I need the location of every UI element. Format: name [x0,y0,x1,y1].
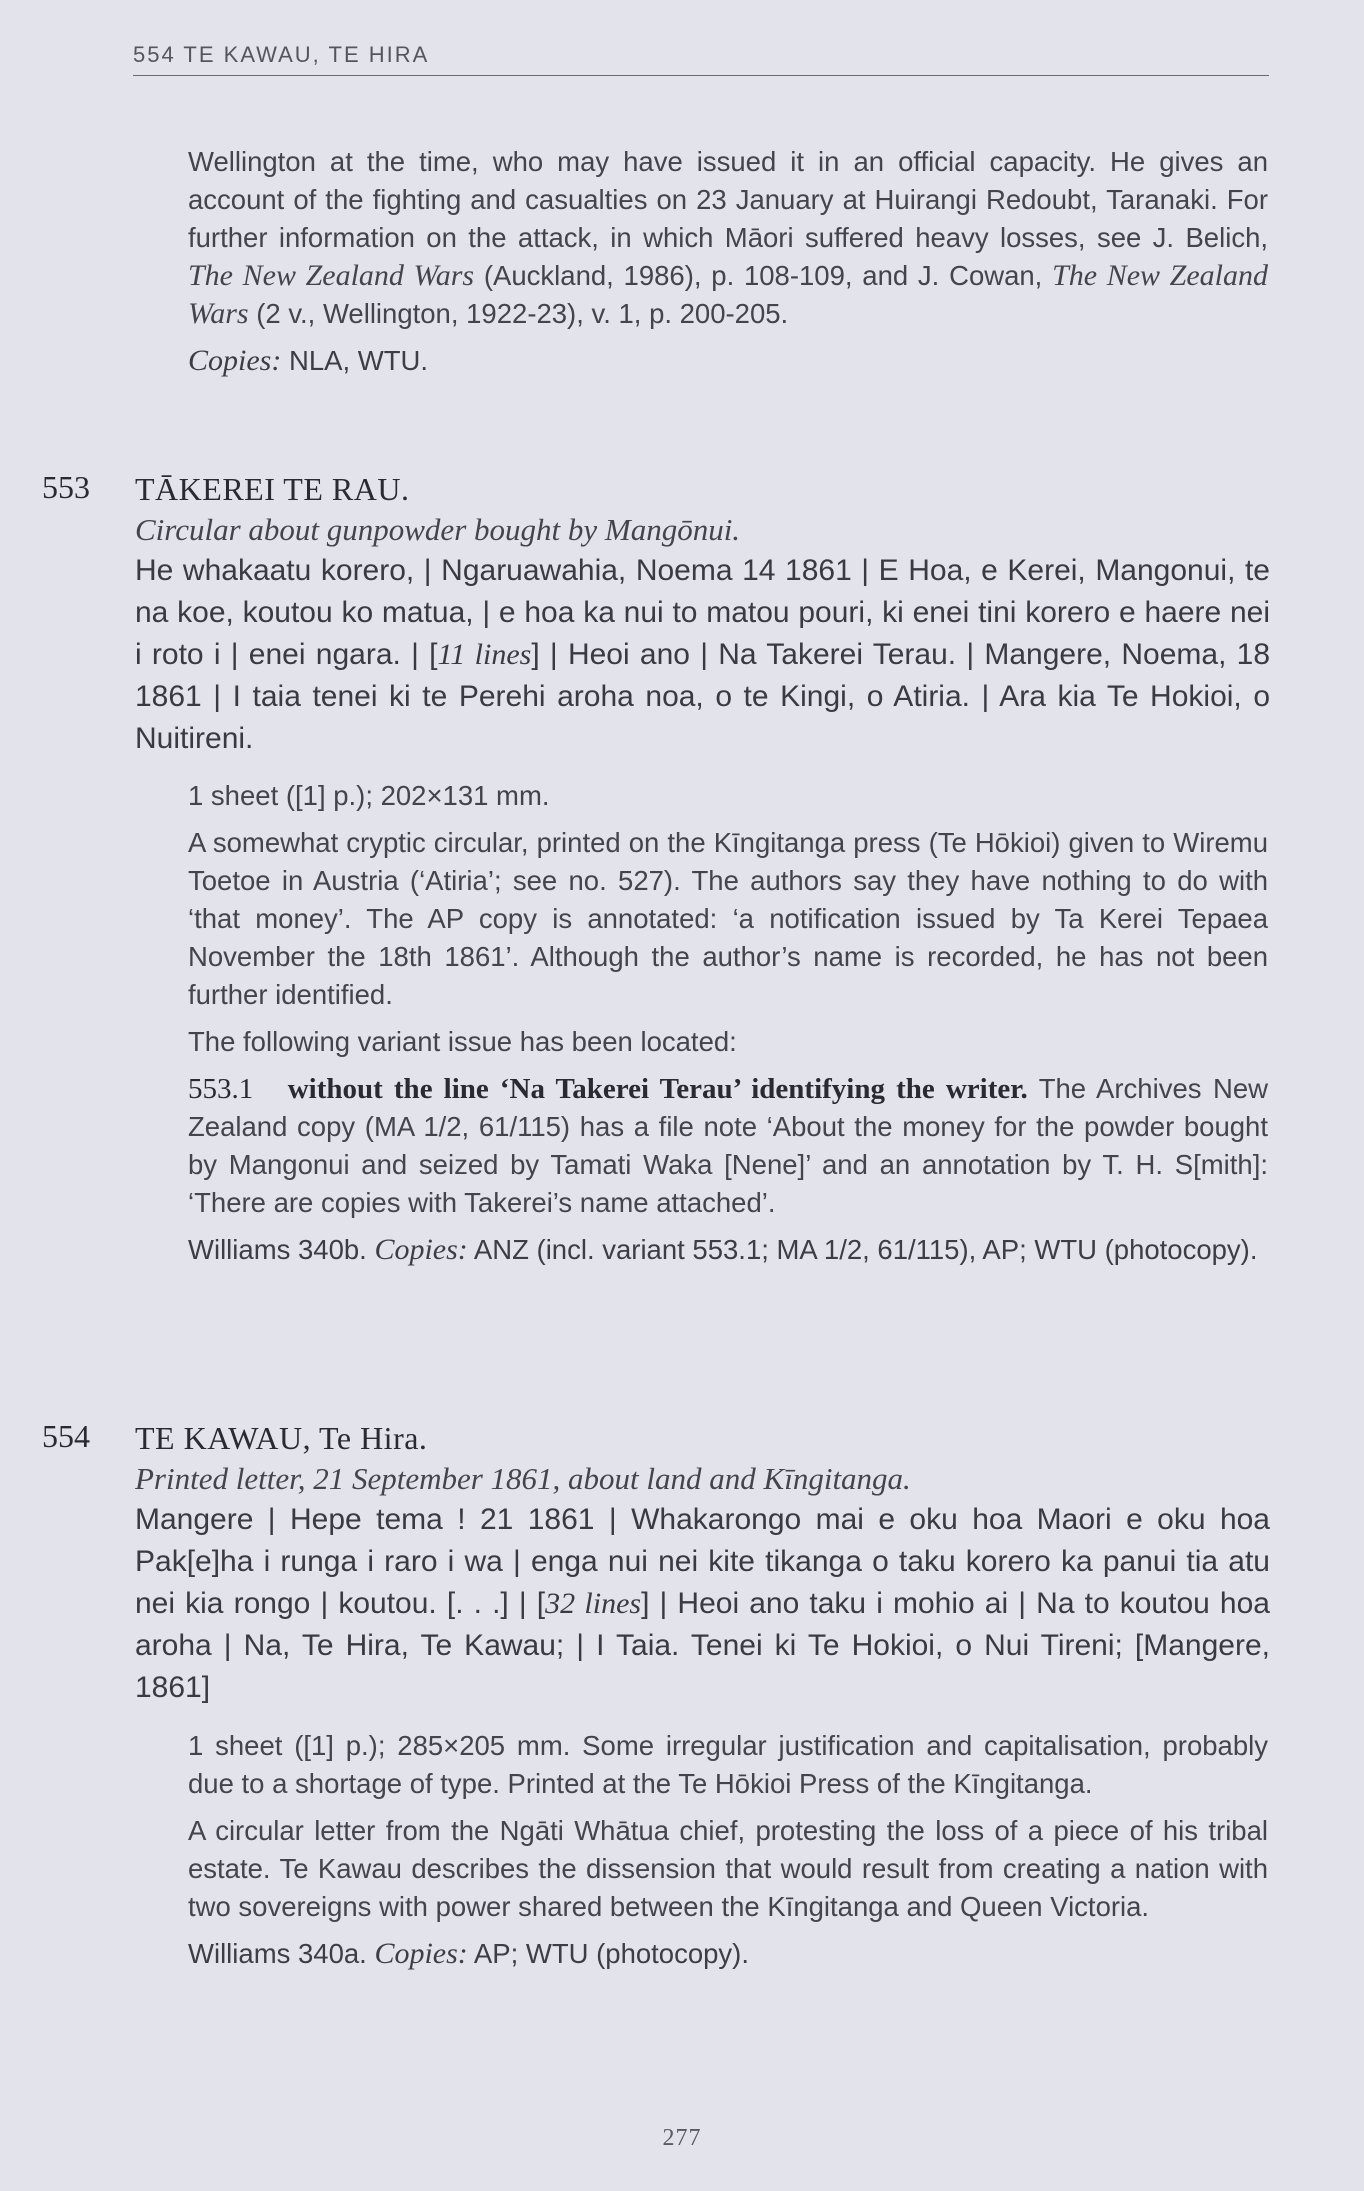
variant-number: 553.1 [188,1073,254,1105]
entry-subtitle: Printed letter, 21 September 1861, about land and Kīngitanga. [135,1461,911,1496]
continuation-text: (2 v., Wellington, 1922-23), v. 1, p. 200-205. [248,298,789,329]
copies-line [188,1231,1268,1269]
reference: Williams 340a. [188,1938,375,1969]
copies-label: Copies: [374,1233,468,1266]
continuation-note [188,143,1268,380]
entry-553-details [188,777,1268,1269]
transcript-text: Mangere | Hepe tema ! 21 1861 | Whakarongo mai e oku hoa Maori e oku hoa Pak[e]ha i runga i raro i wa | enga nui nei kite tikanga o taku korero ka panui tia atu nei kia rongo | koutou. [. . .] | [ [135,1503,1270,1620]
entry-author: TĀKEREI TE RAU. [135,471,410,507]
running-header: 554 TE KAWAU, TE HIRA [133,42,430,67]
entry-554 [135,1417,1270,1709]
book-title: The New Zealand Wars [188,259,475,292]
continuation-text: (Auckland, 1986), p. 108-109, and J. Cowan, [474,260,1053,291]
entry-note: A somewhat cryptic circular, printed on the Kīngitanga press (Te Hōkioi) given to Wiremu Toetoe in Austria (‘Atiria’; see no. 527). The authors say they have nothing to do with ‘that money’. The AP copy is annotated: ‘a notification issued by Ta Kerei Tepaea November the 18th 1861’. Although the author’s name is recorded, he has not been further identified. [188,827,1268,1010]
physical-description: 1 sheet ([1] p.); 202×131 mm. [188,780,550,811]
entry-554-details [188,1727,1268,1973]
copies-line [188,1935,1268,1973]
variant-intro: The following variant issue has been located: [188,1026,737,1057]
transcript-text: He whakaatu korero, | Ngaruawahia, Noema 14 1861 | E Hoa, e Kerei, Mangonui, te na koe, koutou ko matua, | e hoa ka nui to matou pouri, ki enei tini korero e haere nei i roto i | enei ngara. | [ [135,554,1270,671]
variant-paragraph [188,1070,1268,1222]
transcript-text: ] | Heoi ano | Na Takerei Terau. | Mangere, Noema, 18 1861 | I taia tenei ki te Perehi aroha noa, o te Kingi, o Atiria. | Ara kia Te Hokioi, o Nuitireni. [135,638,1271,755]
entry-number: 553 [42,469,90,505]
continuation-paragraph [188,143,1268,333]
copies-label: Copies: [188,344,282,377]
entry-553 [135,468,1270,760]
physical-description: 1 sheet ([1] p.); 285×205 mm. Some irregular justification and capitalisation, probably due to a shortage of type. Printed at the Te Hōkioi Press of the Kīngitanga. [188,1730,1268,1799]
variant-text: The Archives New Zealand copy (MA 1/2, 61/115) has a file note ‘About the money for the powder bought by Mangonui and seized by Tamati Waka [Nene]’ and an annotation by T. H. S[mith]: ‘There are copies with Takerei’s name attached’. [188,1073,1269,1218]
entry-transcript [135,550,1270,760]
entry-transcript [135,1499,1270,1709]
entry-number: 554 [42,1418,90,1454]
reference: Williams 340b. [188,1234,375,1265]
line-count: 32 lines [545,1587,642,1620]
book-title: The New Zealand Wars [188,259,1268,330]
copies-line [188,342,1268,380]
header-rule [133,75,1269,76]
line-count: 11 lines [437,638,532,671]
variant-title: without the line ‘Na Takerei Terau’ identifying the writer. [287,1073,1028,1105]
copies-value: AP; WTU (photocopy). [467,1938,749,1969]
transcript-text: ] | Heoi ano taku i mohio ai | Na to koutou hoa aroha | Na, Te Hira, Te Kawau; | I Taia. Tenei ki Te Hokioi, o Nui Tireni; [Mangere, 1861] [135,1587,1270,1704]
copies-value: NLA, WTU. [281,345,428,376]
continuation-text: Wellington at the time, who may have issued it in an official capacity. He gives an account of the fighting and casualties on 23 January at Huirangi Redoubt, Taranaki. For further information on the attack, in which Māori suffered heavy losses, see J. Belich, [188,146,1268,253]
page-number: 277 [662,2125,702,2151]
copies-value: ANZ (incl. variant 553.1; MA 1/2, 61/115), AP; WTU (photocopy). [467,1234,1258,1265]
entry-note: A circular letter from the Ngāti Whātua chief, protesting the loss of a piece of his tribal estate. Te Kawau describes the dissension that would result from creating a nation with two sovereigns with power shared between the Kīngitanga and Queen Victoria. [188,1815,1268,1922]
entry-subtitle: Circular about gunpowder bought by Mangōnui. [135,512,741,547]
entry-author: TE KAWAU, Te Hira. [135,1420,428,1456]
copies-label: Copies: [374,1937,468,1970]
